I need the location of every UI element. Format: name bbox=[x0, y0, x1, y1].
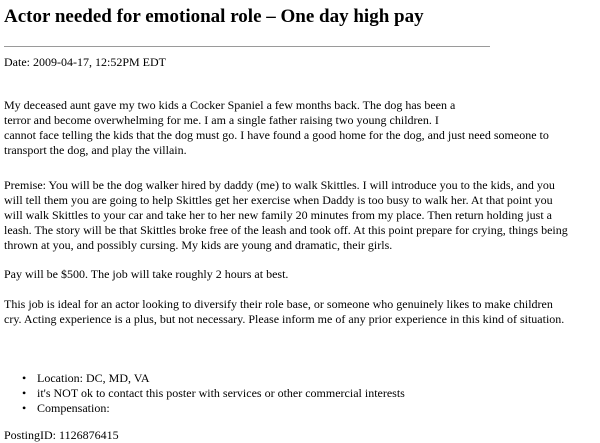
post-title: Actor needed for emotional role – One day high pay bbox=[4, 6, 424, 27]
paragraph-line: leash. The story will be that Skittles broke free of the leash and took off. At this point prepare for crying, things being bbox=[4, 223, 568, 237]
detail-text: it's NOT ok to contact this poster with services or other commercial interests bbox=[37, 386, 405, 400]
post-details-list bbox=[0, 371, 405, 416]
paragraph-line: transport the dog, and play the villain. bbox=[4, 143, 187, 157]
post-paragraph-3 bbox=[4, 267, 596, 282]
bullet-icon: • bbox=[22, 371, 27, 385]
post-date: Date: 2009-04-17, 12:52PM EDT bbox=[4, 55, 166, 69]
paragraph-line: terror and become overwhelming for me. I am a single father raising two young children. I bbox=[4, 113, 439, 127]
bullet-icon: • bbox=[22, 401, 27, 415]
paragraph-line: will tell them you are going to help Skittles get her exercise when Daddy is too busy to walk her. At that point you bbox=[4, 193, 553, 207]
detail-contact-notice bbox=[0, 386, 405, 401]
title-divider bbox=[4, 46, 490, 47]
paragraph-line: will walk Skittles to your car and take her to her new family 20 minutes from my place. Then return holding just a bbox=[4, 208, 552, 222]
bullet-icon: • bbox=[22, 386, 27, 400]
posting-id: PostingID: 1126876415 bbox=[4, 428, 119, 442]
paragraph-line: cry. Acting experience is a plus, but not necessary. Please inform me of any prior experience in this kind of situation. bbox=[4, 312, 565, 326]
post-paragraph-2 bbox=[4, 178, 596, 253]
paragraph-line: Pay will be $500. The job will take roughly 2 hours at best. bbox=[4, 267, 289, 281]
paragraph-line: thrown at you, and possibly cursing. My kids are young and dramatic, their girls. bbox=[4, 238, 393, 252]
post-paragraph-4 bbox=[4, 297, 596, 327]
paragraph-line: cannot face telling the kids that the dog must go. I have found a good home for the dog, and just need someone to bbox=[4, 128, 549, 142]
detail-text: Compensation: bbox=[37, 401, 110, 415]
paragraph-line: Premise: You will be the dog walker hired by daddy (me) to walk Skittles. I will introduce you to the kids, and you bbox=[4, 178, 555, 192]
paragraph-line: My deceased aunt gave my two kids a Cocker Spaniel a few months back. The dog has been a bbox=[4, 98, 456, 112]
detail-location bbox=[0, 371, 405, 386]
detail-compensation bbox=[0, 401, 405, 416]
detail-text: Location: DC, MD, VA bbox=[37, 371, 150, 385]
post-paragraph-1 bbox=[4, 98, 596, 158]
paragraph-line: This job is ideal for an actor looking to diversify their role base, or someone who genuinely likes to make children bbox=[4, 297, 553, 311]
